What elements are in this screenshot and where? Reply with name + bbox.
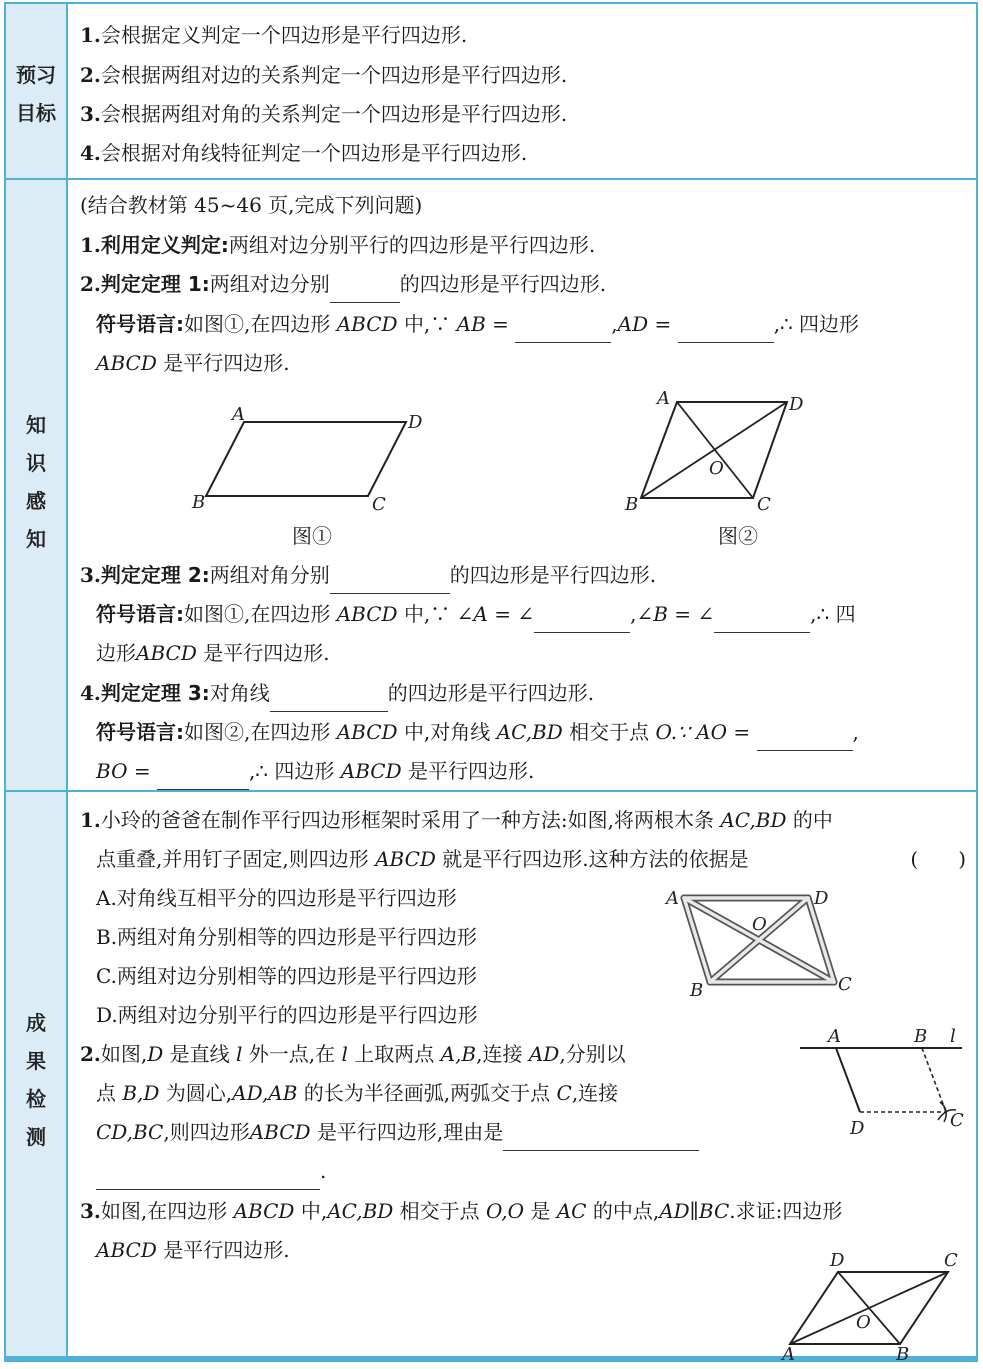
knowledge-item-2-symbolic-cont: ABCD 是平行四边形.: [96, 351, 290, 375]
q2-fig-label-l: l: [950, 1026, 956, 1047]
goal-item: 4.会根据对角线特征判定一个四边形是平行四边形.: [80, 141, 528, 165]
worksheet: [4, 2, 978, 1362]
section-label-preview: 预习 目标: [16, 63, 56, 125]
answer-blank[interactable]: [270, 687, 388, 712]
answer-blank[interactable]: [330, 278, 400, 303]
goal-item: 1.会根据定义判定一个四边形是平行四边形.: [80, 23, 468, 47]
q3-fig-label-o: O: [856, 1312, 871, 1333]
q2-fig-label-d: D: [850, 1118, 865, 1139]
question-1-line-2: 点重叠,并用钉子固定,则四边形 ABCD 就是平行四边形.这种方法的依据是 ( ): [80, 840, 968, 878]
q2-segment-ad: [836, 1048, 860, 1112]
answer-blank[interactable]: [714, 608, 810, 633]
figure-1-parallelogram: [190, 402, 430, 514]
q3-fig-label-b: B: [896, 1344, 910, 1362]
q1-fig-label-c: C: [838, 974, 852, 995]
question-1-figure: [662, 878, 882, 1002]
answer-blank[interactable]: [534, 608, 630, 633]
answer-blank[interactable]: [678, 318, 774, 343]
knowledge-item-3: 3.判定定理 2:两组对角分别 的四边形是平行四边形.: [80, 556, 968, 594]
question-1-option-d[interactable]: D.两组对边分别平行的四边形是平行四边形: [96, 1003, 478, 1027]
fig2-label-d: D: [789, 394, 804, 415]
q1-fig-label-a: A: [666, 888, 679, 909]
answer-blank[interactable]: [503, 1126, 699, 1151]
content-area: [70, 4, 976, 1360]
knowledge-intro: (结合教材第 45~46 页,完成下列问题): [80, 193, 423, 217]
answer-blank[interactable]: [515, 318, 611, 343]
knowledge-item-4-symbolic: 符号语言:如图②,在四边形 ABCD 中,对角线 AC,BD 相交于点 O.∵ AO = ,: [96, 713, 968, 751]
q2-fig-label-a: A: [828, 1026, 841, 1047]
answer-blank[interactable]: [96, 1165, 320, 1190]
question-1-option-c[interactable]: C.两组对边分别相等的四边形是平行四边形: [96, 964, 477, 988]
question-3-figure: [778, 1246, 978, 1362]
answer-blank[interactable]: [330, 569, 450, 594]
question-1-line-1: 1.小玲的爸爸在制作平行四边形框架时采用了一种方法:如图,将两根木条 AC,BD 的中: [80, 808, 833, 832]
question-2-line-2: 点 B,D 为圆心,AD,AB 的长为半径画弧,两弧交于点 C,连接: [96, 1081, 619, 1105]
question-2-figure: [798, 1024, 978, 1144]
fig1-label-d: D: [408, 412, 423, 433]
q1-fig-label-o: O: [752, 914, 767, 935]
q1-fig-label-b: B: [690, 980, 704, 1001]
goal-item: 3.会根据两组对角的关系判定一个四边形是平行四边形.: [80, 102, 568, 126]
fig1-label-c: C: [372, 494, 386, 514]
question-2-line-4: .: [80, 1152, 968, 1190]
answer-blank[interactable]: [757, 726, 853, 751]
question-1-option-a[interactable]: A.对角线互相平分的四边形是平行四边形: [96, 886, 457, 910]
figure-1-caption: 图①: [292, 524, 332, 548]
section-label-check: 成 果 检 测: [26, 1011, 46, 1149]
goal-item: 2.会根据两组对边的关系判定一个四边形是平行四边形.: [80, 63, 568, 87]
fig2-diagonal-bd: [641, 402, 787, 498]
fig2-label-o: O: [709, 458, 724, 479]
fig1-label-b: B: [192, 492, 206, 513]
answer-blank[interactable]: [157, 765, 249, 790]
figure-2-caption: 图②: [718, 524, 758, 548]
knowledge-item-2-symbolic: 符号语言:如图①,在四边形 ABCD 中,∵ AB = ,AD = ,∴ 四边形: [96, 305, 968, 343]
q3-fig-label-a: A: [782, 1344, 795, 1362]
fig1-label-a: A: [232, 404, 245, 425]
q1-fig-label-d: D: [814, 888, 829, 909]
q3-fig-label-c: C: [944, 1250, 958, 1271]
fig2-label-b: B: [625, 494, 639, 515]
section-label-column: [6, 4, 68, 1360]
q2-segment-bc: [922, 1048, 946, 1112]
knowledge-item-3-symbolic-cont: 边形ABCD 是平行四边形.: [96, 641, 330, 665]
section-label-knowledge: 知 识 感 知: [26, 413, 46, 551]
knowledge-item-1: 1.利用定义判定:两组对边分别平行的四边形是平行四边形.: [80, 233, 596, 257]
figure-2-parallelogram: [615, 388, 825, 518]
question-1-option-b[interactable]: B.两组对角分别相等的四边形是平行四边形: [96, 925, 478, 949]
knowledge-item-3-symbolic: 符号语言:如图①,在四边形 ABCD 中,∵ ∠A = ∠ ,∠B = ∠ ,∴ 四: [96, 595, 968, 633]
answer-paren[interactable]: ( ): [910, 847, 966, 871]
question-2-line-1: 2.如图,D 是直线 l 外一点,在 l 上取两点 A,B,连接 AD,分别以: [80, 1042, 626, 1066]
fig2-label-a: A: [657, 388, 670, 409]
knowledge-item-4-symbolic-cont: BO = ,∴ 四边形 ABCD 是平行四边形.: [80, 752, 968, 790]
question-3-line-1: 3.如图,在四边形 ABCD 中,AC,BD 相交于点 O,O 是 AC 的中点,AD∥BC.求证:四边形: [80, 1199, 843, 1223]
knowledge-item-4: 4.判定定理 3:对角线 的四边形是平行四边形.: [80, 674, 968, 712]
knowledge-item-2: 2.判定定理 1:两组对边分别 的四边形是平行四边形.: [80, 265, 968, 303]
q2-fig-label-c: C: [950, 1110, 964, 1131]
q2-fig-label-b: B: [914, 1026, 928, 1047]
question-3-line-2: ABCD 是平行四边形.: [96, 1238, 290, 1262]
q3-fig-label-d: D: [830, 1250, 845, 1271]
question-2-line-3: CD,BC,则四边形ABCD 是平行四边形,理由是: [80, 1113, 968, 1151]
fig2-label-c: C: [757, 494, 771, 515]
fig1-shape: [206, 422, 406, 496]
